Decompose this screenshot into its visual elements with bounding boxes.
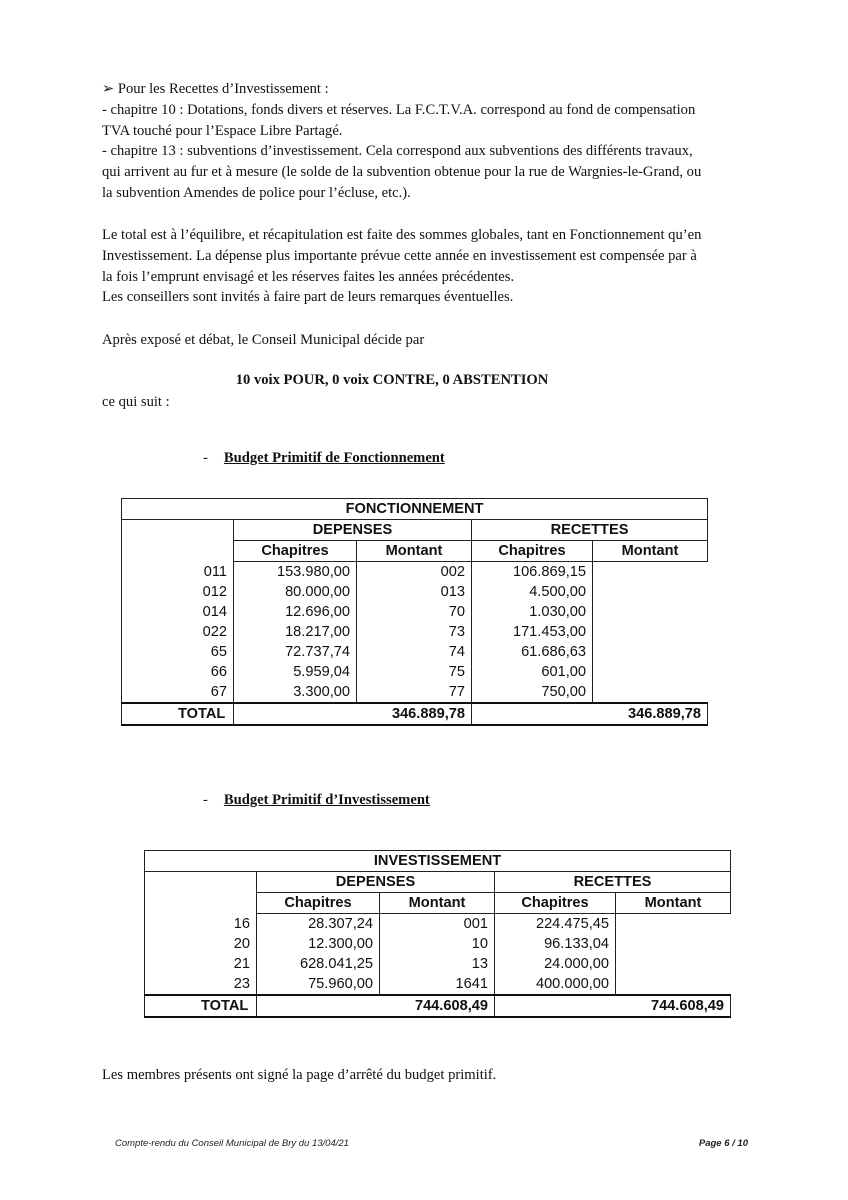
chapitre-13-text-end: la subvention Amendes de police pour l’écluse, etc.). (102, 184, 411, 201)
montant-depense-cell: 28.307,24 (257, 914, 380, 935)
col-montant-depenses: Montant (357, 541, 472, 562)
chapitre-recette-cell: 77 (357, 682, 472, 703)
montant-recette-cell: 400.000,00 (495, 974, 616, 995)
conseillers-line: Les conseillers sont invités à faire part de leurs remarques éventuelles. (102, 289, 514, 306)
chapitre-depense-cell: 20 (145, 934, 257, 954)
chapitre-recette-cell: 001 (380, 914, 495, 935)
chapitre-10-text: - chapitre 10 : Dotations, fonds divers et réserves. La F.C.T.V.A. correspond au fond de compensation (102, 101, 696, 118)
chapitre-depense-cell: 65 (122, 642, 234, 662)
heading-investissement (203, 792, 430, 809)
chapitre-depense-cell: 012 (122, 582, 234, 602)
investissement-recettes-header: RECETTES (495, 872, 731, 893)
fonctionnement-total-label: TOTAL (122, 703, 234, 725)
montant-recette-cell: 171.453,00 (472, 622, 593, 642)
table-row (145, 914, 731, 935)
chapitre-depense-cell: 014 (122, 602, 234, 622)
equilibre-line-2: Investissement. La dépense plus importante prévue cette année en investissement est compensée par à (102, 247, 697, 264)
investissement-label-column (145, 872, 257, 914)
investissement-title: INVESTISSEMENT (145, 851, 731, 872)
fonctionnement-label-column (122, 520, 234, 562)
investissement-total-recettes: 744.608,49 (495, 995, 731, 1017)
chapitre-recette-cell: 013 (357, 582, 472, 602)
chapitre-recette-cell: 70 (357, 602, 472, 622)
fonctionnement-depenses-header: DEPENSES (234, 520, 472, 541)
chapitre-recette-cell: 002 (357, 562, 472, 583)
fonctionnement-total-recettes: 346.889,78 (472, 703, 708, 725)
montant-depense-cell: 75.960,00 (257, 974, 380, 995)
montant-depense-cell: 628.041,25 (257, 954, 380, 974)
investissement-total-depenses: 744.608,49 (257, 995, 495, 1017)
heading-dash: - (203, 450, 208, 466)
chapitre-depense-cell: 23 (145, 974, 257, 995)
chapitre-depense-cell: 16 (145, 914, 257, 935)
equilibre-paragraph (102, 225, 750, 308)
montant-depense-cell: 5.959,04 (234, 662, 357, 682)
investissement-total-label: TOTAL (145, 995, 257, 1017)
table-row (122, 622, 708, 642)
equilibre-line-3: la fois l’emprunt envisagé et les réserves faites les années précédentes. (102, 268, 515, 285)
table-row (122, 602, 708, 622)
table-row (145, 954, 731, 974)
table-row (122, 582, 708, 602)
table-row (122, 562, 708, 583)
fonctionnement-title: FONCTIONNEMENT (122, 499, 708, 520)
investissement-depenses-header: DEPENSES (257, 872, 495, 893)
chapitre-recette-cell: 1641 (380, 974, 495, 995)
montant-depense-cell: 12.300,00 (257, 934, 380, 954)
col-montant-depenses: Montant (380, 893, 495, 914)
investissement-rows (145, 914, 731, 996)
table-row (122, 642, 708, 662)
montant-recette-cell: 106.869,15 (472, 562, 593, 583)
expose-line: Après exposé et débat, le Conseil Municipal décide par (102, 332, 425, 348)
montant-depense-cell: 18.217,00 (234, 622, 357, 642)
montant-depense-cell: 72.737,74 (234, 642, 357, 662)
montant-depense-cell: 153.980,00 (234, 562, 357, 583)
fonctionnement-table (121, 498, 708, 726)
montant-recette-cell: 1.030,00 (472, 602, 593, 622)
chapitre-depense-cell: 022 (122, 622, 234, 642)
chapitre-recette-cell: 13 (380, 954, 495, 974)
signature-note: Les membres présents ont signé la page d’arrêté du budget primitif. (102, 1067, 497, 1083)
col-chapitres-recettes: Chapitres (472, 541, 593, 562)
chapitre-recette-cell: 75 (357, 662, 472, 682)
col-montant-recettes: Montant (616, 893, 731, 914)
chapitre-depense-cell: 21 (145, 954, 257, 974)
fonctionnement-total-depenses: 346.889,78 (234, 703, 472, 725)
heading-investissement-title: Budget Primitif d’Investissement (223, 792, 430, 808)
montant-depense-cell: 12.696,00 (234, 602, 357, 622)
table-row (145, 934, 731, 954)
table-row (145, 974, 731, 995)
footer-page-number: Page 6 / 10 (698, 1138, 748, 1149)
equilibre-line-1: Le total est à l’équilibre, et récapitulation est faite des sommes globales, tant en Fonctionnement qu’en (102, 227, 702, 243)
heading-fonctionnement (203, 450, 445, 467)
chapitre-10-text-cont: TVA touché pour l’Espace Libre Partagé. (102, 122, 343, 139)
montant-recette-cell: 750,00 (472, 682, 593, 703)
montant-recette-cell: 4.500,00 (472, 582, 593, 602)
chapitre-recette-cell: 10 (380, 934, 495, 954)
vote-result: 10 voix POUR, 0 voix CONTRE, 0 ABSTENTION (235, 372, 549, 388)
chapitre-13-text-cont: qui arrivent au fur et à mesure (le solde de la subvention obtenue pour la rue de Wargnies-le-Grand, ou (102, 164, 702, 181)
montant-depense-cell: 3.300,00 (234, 682, 357, 703)
investissement-table (144, 850, 731, 1018)
chapitre-depense-cell: 67 (122, 682, 234, 703)
montant-recette-cell: 24.000,00 (495, 954, 616, 974)
footer-document-title: Compte-rendu du Conseil Municipal de Bry du 13/04/21 (115, 1138, 349, 1149)
chapitre-recette-cell: 73 (357, 622, 472, 642)
col-chapitres-recettes: Chapitres (495, 893, 616, 914)
col-chapitres-depenses: Chapitres (234, 541, 357, 562)
qui-suit-line: ce qui suit : (102, 394, 170, 410)
fonctionnement-rows (122, 562, 708, 704)
heading-fonctionnement-title: Budget Primitif de Fonctionnement (223, 450, 445, 466)
chapitre-recette-cell: 74 (357, 642, 472, 662)
recettes-heading: ➢ Pour les Recettes d’Investissement : (102, 81, 329, 97)
montant-recette-cell: 96.133,04 (495, 934, 616, 954)
heading-dash: - (203, 792, 208, 808)
chapitre-depense-cell: 011 (122, 562, 234, 583)
col-montant-recettes: Montant (593, 541, 708, 562)
montant-recette-cell: 601,00 (472, 662, 593, 682)
chapitre-13-text: - chapitre 13 : subventions d’investissement. Cela correspond aux subventions des différents travaux, (102, 143, 693, 160)
fonctionnement-recettes-header: RECETTES (472, 520, 708, 541)
montant-recette-cell: 224.475,45 (495, 914, 616, 935)
chapitre-depense-cell: 66 (122, 662, 234, 682)
table-row (122, 662, 708, 682)
recettes-investissement-section (102, 79, 750, 204)
montant-depense-cell: 80.000,00 (234, 582, 357, 602)
montant-recette-cell: 61.686,63 (472, 642, 593, 662)
table-row (122, 682, 708, 703)
col-chapitres-depenses: Chapitres (257, 893, 380, 914)
